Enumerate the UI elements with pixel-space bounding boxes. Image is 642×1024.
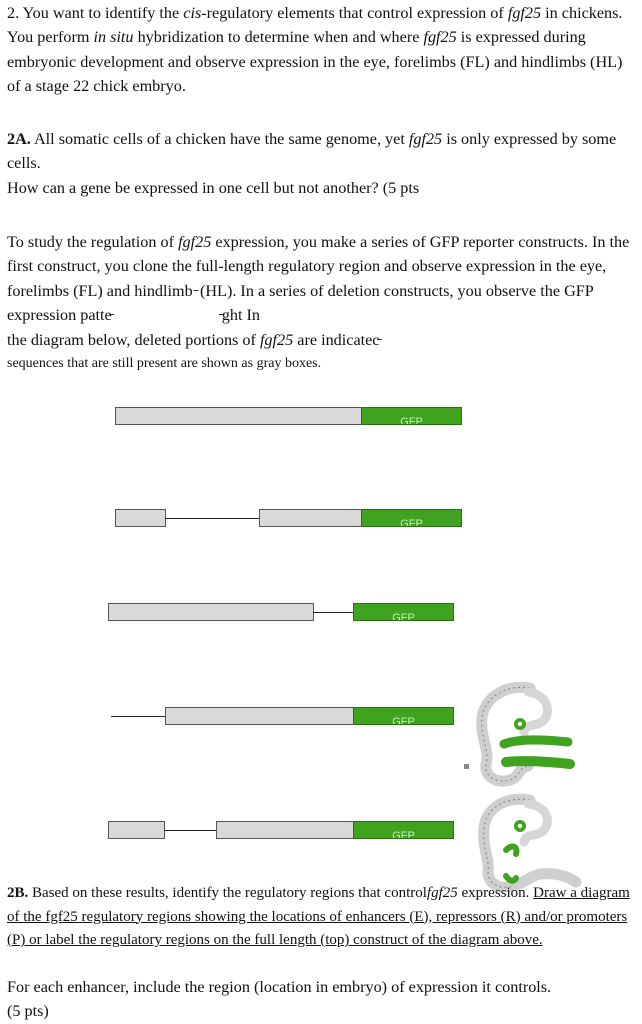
gene-name: fgf25	[408, 130, 443, 148]
hindlimb-expression	[506, 876, 516, 881]
q2b-label: 2B.	[7, 885, 29, 901]
q2b-text-1: Based on these results, identify the regulatory regions that control	[28, 885, 427, 901]
q2a-text-2: is only expressed by some cells.	[7, 130, 617, 173]
gene-name: fgf25	[507, 4, 542, 22]
hindlimb-expression	[506, 761, 570, 764]
study-paragraph	[7, 230, 637, 352]
q2b-enhancer-note	[7, 975, 637, 1024]
deleted-region-line	[165, 518, 260, 519]
regulatory-region-box	[108, 603, 314, 621]
gfp-label: GFP	[400, 416, 423, 425]
scale-mark	[464, 764, 469, 769]
eye-center	[518, 722, 522, 726]
embryo-image-5	[460, 792, 600, 892]
deleted-region-line	[164, 830, 217, 831]
q2b-instruction: Draw a diagram of the fgf25 regulatory regions showing the locations of enhancers (E), repressors (R) and/or promoters (P) or label the regulatory regions on the full length (top) construct of the diagram above.	[7, 885, 630, 948]
study-text-2: expression, you make a series of GFP reporter constructs. In the first construct, you clone the full-length regulatory region and observe expression in the eye, forelimbs (FL) and hindlimb ̵ (HL). In a series of deletion constructs, you observe the GFP expression patte̵	[7, 233, 630, 325]
study-text-1: To study the regulation of	[7, 233, 179, 251]
embryo-head-outline	[524, 804, 547, 842]
regulatory-region-box	[108, 821, 165, 839]
forelimb-expression	[506, 847, 516, 854]
regulatory-region-box	[115, 509, 166, 527]
study-text-3: the diagram below, deleted portions of	[7, 330, 260, 349]
gene-name: fgf25	[259, 330, 294, 349]
deleted-region-line	[313, 612, 354, 613]
regulatory-region-box	[216, 821, 354, 839]
q2-intro	[7, 1, 637, 99]
forelimb-expression	[504, 740, 568, 744]
embryo-image-4	[460, 680, 600, 790]
embryo-body-outline	[484, 799, 576, 887]
gene-name: fgf25	[423, 28, 457, 47]
gfp-label: GFP	[392, 830, 415, 839]
study-note	[7, 354, 637, 374]
regulatory-region-box	[165, 707, 354, 725]
cis-term: cis	[183, 4, 202, 22]
in-situ-term: in situ	[93, 28, 134, 47]
q2b-question	[7, 882, 637, 953]
study-text-gap: ̵̵̵ght In	[221, 306, 260, 325]
gfp-label: GFP	[392, 716, 415, 725]
gfp-label: GFP	[400, 518, 423, 527]
gfp-box	[361, 509, 462, 527]
q2a-text-3: How can a gene be expressed in one cell but not another? (5 pts	[7, 178, 420, 197]
gene-name: fgf25	[178, 233, 212, 251]
gfp-box	[353, 707, 454, 725]
regulatory-region-box	[115, 407, 362, 425]
gene-name: fgf25	[426, 885, 458, 901]
gfp-box	[353, 603, 454, 621]
q2-text-4: hybridization to determine when and where	[133, 28, 424, 47]
q2a-question	[7, 127, 637, 200]
deleted-region-line	[111, 716, 166, 717]
embryo-head-outline	[524, 692, 547, 732]
gfp-label: GFP	[392, 612, 415, 621]
gfp-box	[353, 821, 454, 839]
q2b-text-2: expression.	[457, 885, 534, 901]
q2b-points: (5 pts)	[7, 1002, 49, 1021]
q2-text-5: is expressed during embryonic development and observe expression in the eye, forelimbs (FL) and hindlimbs (HL) of a stage 22 chick embryo.	[7, 28, 623, 96]
q2a-label: 2A.	[7, 130, 31, 148]
regulatory-region-box	[259, 509, 362, 527]
study-text-4: are indicatec̵	[293, 330, 380, 349]
gfp-box	[361, 407, 462, 425]
q2-text-1: 2. You want to identify the	[7, 4, 184, 22]
q2b-text-3: For each enhancer, include the region (location in embryo) of expression it controls.	[7, 978, 552, 996]
eye-center	[518, 824, 522, 828]
q2-text-2: -regulatory elements that control expression of	[201, 4, 508, 22]
study-text-5: sequences that are still present are shown as gray boxes.	[7, 356, 322, 371]
q2-text-3: in chickens. You perform	[7, 4, 623, 47]
q2a-text-1: All somatic cells of a chicken have the same genome, yet	[30, 130, 409, 148]
